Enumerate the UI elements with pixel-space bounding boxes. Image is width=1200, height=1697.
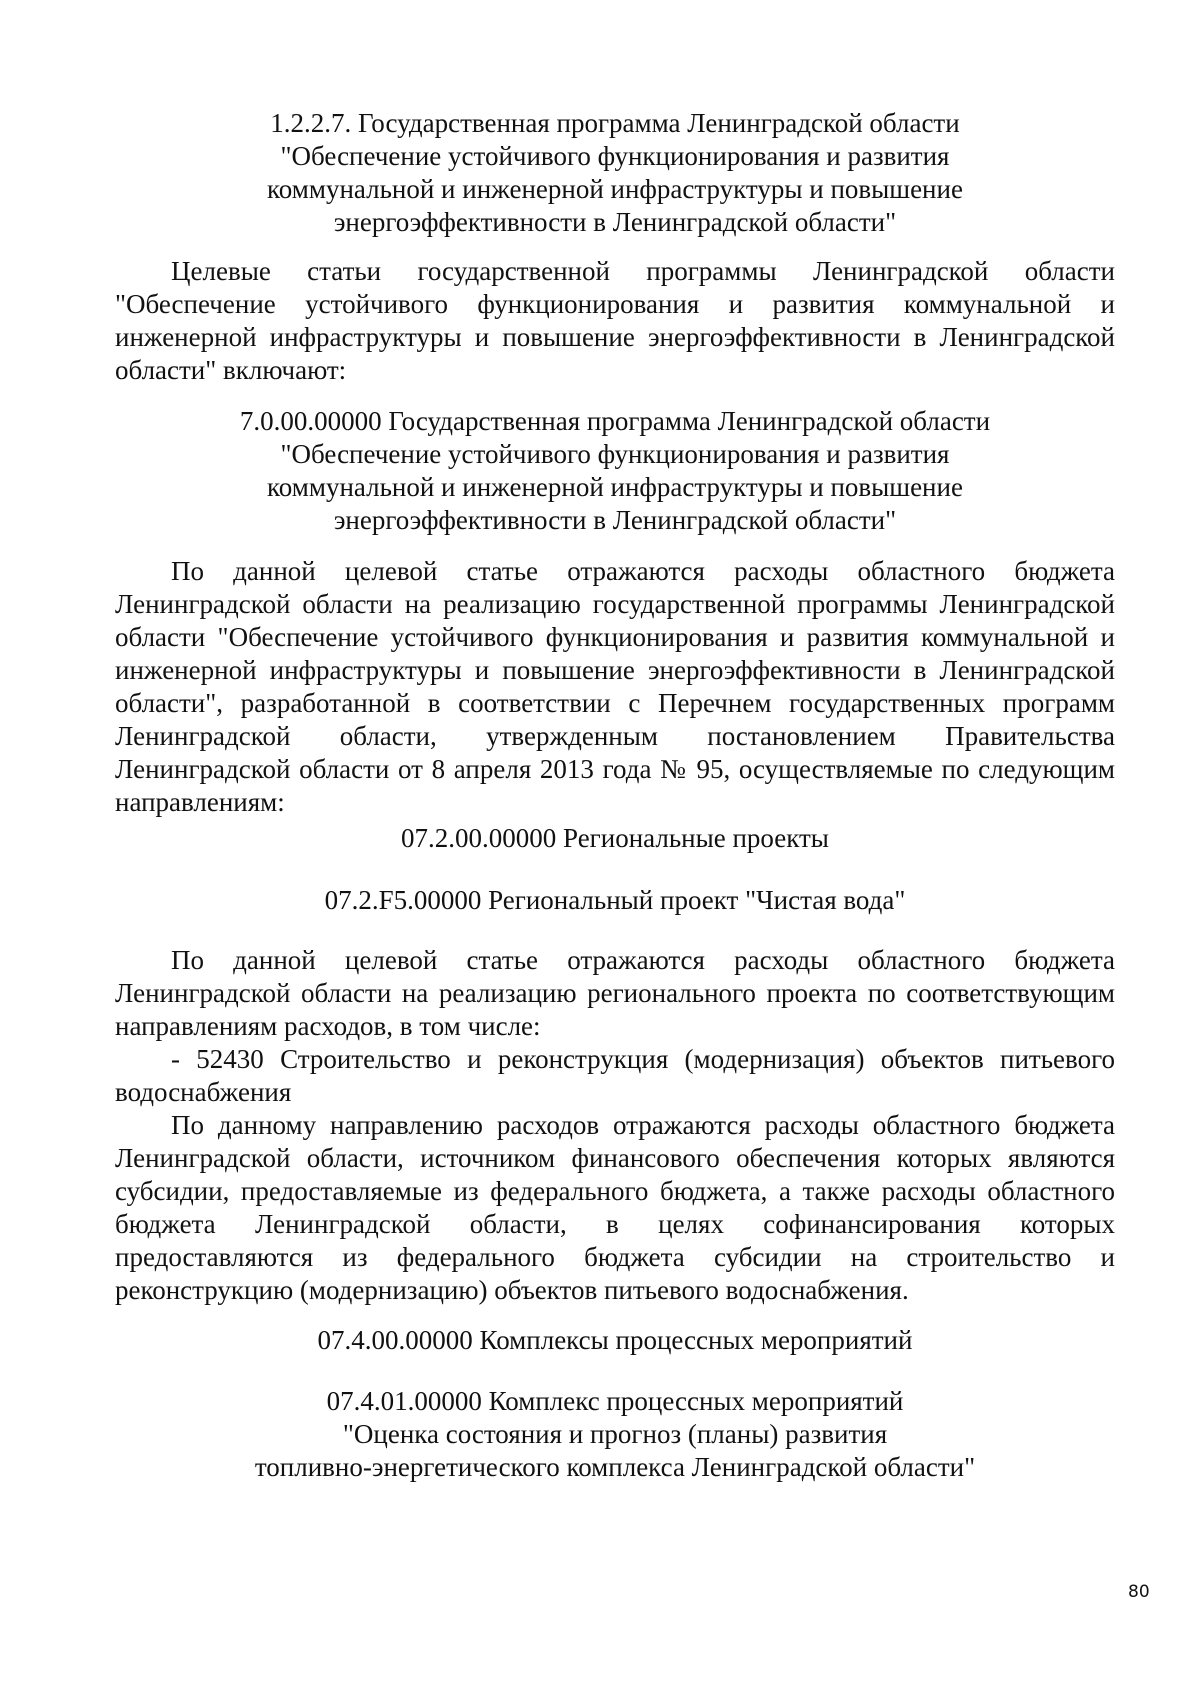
text-line: Ленинградской области, утвержденным постановлением Правительства: [115, 721, 1115, 751]
text-line: области" включают:: [115, 355, 347, 385]
section-heading: [115, 107, 1115, 239]
text-line: области", разработанной в соответствии с Перечнем государственных программ: [115, 688, 1115, 718]
text-line: По данной целевой статье отражаются расходы областного бюджета: [171, 945, 1115, 975]
text-line: реконструкцию (модернизацию) объектов питьевого водоснабжения.: [115, 1275, 909, 1305]
text-line: - 52430 Строительство и реконструкция (модернизация) объектов питьевого: [171, 1044, 1115, 1074]
program-heading: [115, 405, 1115, 537]
heading-line: 1.2.2.7. Государственная программа Ленинградской области: [270, 108, 960, 138]
intro-paragraph: [115, 255, 1115, 387]
heading-line: "Обеспечение устойчивого функционирования и развития: [280, 141, 950, 171]
heading-line: 7.0.00.00000 Государственная программа Ленинградской области: [239, 406, 991, 436]
regional-projects-heading: [115, 822, 1115, 855]
heading-line: "Обеспечение устойчивого функционирования и развития: [280, 439, 950, 469]
heading-line: 07.4.01.00000 Комплекс процессных мероприятий: [326, 1386, 904, 1416]
text-line: направлениям:: [115, 787, 285, 817]
process-complex-01-heading: [115, 1385, 1115, 1484]
text-line: водоснабжения: [115, 1077, 292, 1107]
text-line: области "Обеспечение устойчивого функционирования и развития коммунальной и: [115, 622, 1115, 652]
text-line: инженерной инфраструктуры и повышение энергоэффективности в Ленинградской: [115, 655, 1115, 685]
heading-line: 07.4.00.00000 Комплексы процессных мероприятий: [317, 1325, 913, 1355]
text-line: направлениям расходов, в том числе:: [115, 1011, 541, 1041]
heading-line: коммунальной и инженерной инфраструктуры и повышение: [267, 174, 963, 204]
process-complexes-heading: [115, 1324, 1115, 1357]
text-line: инженерной инфраструктуры и повышение энергоэффективности в Ленинградской: [115, 322, 1115, 352]
heading-line: энергоэффективности в Ленинградской области": [333, 505, 897, 535]
text-line: "Обеспечение устойчивого функционирования и развития коммунальной и: [115, 289, 1115, 319]
heading-line: топливно-энергетического комплекса Ленинградской области": [254, 1452, 976, 1482]
text-line: Целевые статьи государственной программы Ленинградской области: [171, 256, 1115, 286]
text-line: Ленинградской области, источником финансового обеспечения которых являются: [115, 1143, 1115, 1173]
heading-line: коммунальной и инженерной инфраструктуры и повышение: [267, 472, 963, 502]
heading-line: 07.2.00.00000 Региональные проекты: [401, 823, 829, 853]
text-line: Ленинградской области на реализацию государственной программы Ленинградской: [115, 589, 1115, 619]
text-line: По данной целевой статье отражаются расходы областного бюджета: [171, 556, 1115, 586]
text-line: бюджета Ленинградской области, в целях софинансирования которых: [115, 1209, 1115, 1239]
heading-line: 07.2.F5.00000 Региональный проект "Чистая вода": [324, 885, 906, 915]
clean-water-paragraph: [115, 944, 1115, 1307]
program-paragraph: [115, 555, 1115, 819]
heading-line: "Оценка состояния и прогноз (планы) развития: [342, 1419, 888, 1449]
text-line: Ленинградской области на реализацию регионального проекта по соответствующим: [115, 978, 1115, 1008]
text-line: По данному направлению расходов отражаются расходы областного бюджета: [171, 1110, 1115, 1140]
heading-line: энергоэффективности в Ленинградской области": [333, 207, 897, 237]
page-number: 80: [1128, 1582, 1150, 1602]
text-line: субсидии, предоставляемые из федерального бюджета, а также расходы областного: [115, 1176, 1115, 1206]
text-line: Ленинградской области от 8 апреля 2013 года № 95, осуществляемые по следующим: [115, 754, 1115, 784]
text-line: предоставляются из федерального бюджета субсидии на строительство и: [115, 1242, 1115, 1272]
clean-water-heading: [115, 884, 1115, 917]
